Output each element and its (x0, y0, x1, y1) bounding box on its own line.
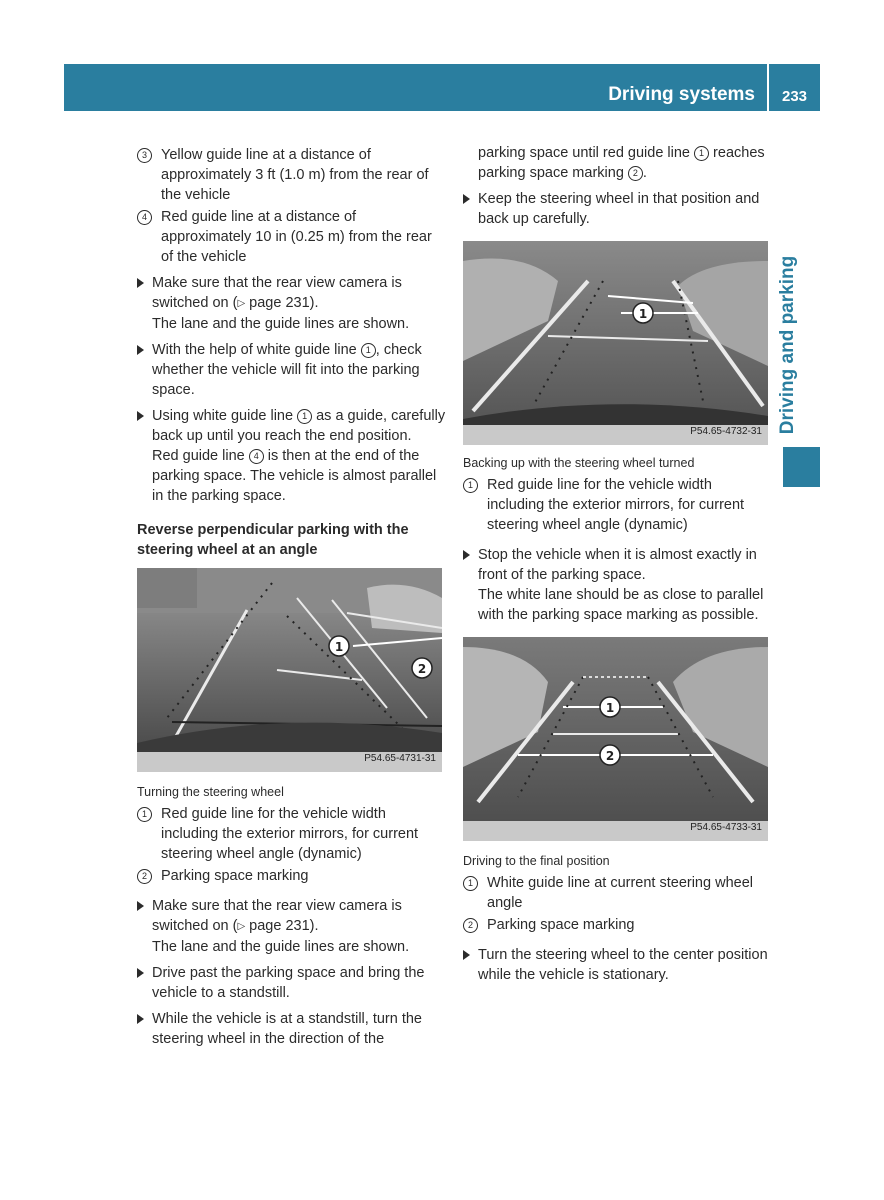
page-ref-link[interactable]: page 231). (245, 295, 319, 311)
legend-text: White guide line at current steering wheel angle (487, 875, 753, 911)
marker-4: 4 (249, 449, 264, 464)
step-result: The lane and the guide lines are shown. (152, 316, 410, 332)
step-text: With the help of white guide line (152, 342, 361, 358)
page-ref-icon: ▷ (237, 921, 246, 932)
step-text: Keep the steering wheel in that position and back up carefully. (478, 191, 760, 227)
step-arrow-icon (137, 345, 144, 355)
marker-3: 3 (137, 148, 152, 163)
section-title: Driving systems (608, 84, 755, 105)
svg-text:1: 1 (334, 640, 344, 654)
step-arrow-icon (463, 194, 470, 204)
svg-text:1: 1 (638, 307, 648, 321)
image-caption: Backing up with the steering wheel turned (463, 456, 695, 470)
step-result: Red guide line (152, 448, 249, 464)
legend-item-4 (137, 207, 447, 267)
legend-item-2 (137, 866, 447, 886)
instruction-step (137, 896, 447, 957)
page-ref-icon: ▷ (237, 298, 246, 309)
camera-view-graphic (463, 637, 768, 841)
step-text: Stop the vehicle when it is almost exactly in front of the parking space. (478, 547, 757, 583)
marker-1: 1 (361, 343, 376, 358)
image-code: P54.65-4733-31 (690, 822, 762, 833)
instruction-step (137, 406, 447, 506)
legend-text: Red guide line for the vehicle width including the exterior mirrors, for current steering wheel angle (dynamic) (161, 806, 419, 862)
page-number-box (769, 64, 820, 111)
camera-image-backing-up (463, 241, 768, 445)
camera-view-graphic (463, 241, 768, 445)
camera-view-graphic (137, 568, 442, 772)
legend-text: Red guide line at a distance of approximately 10 in (0.25 m) from the rear of the vehicle (161, 209, 432, 265)
image-code: P54.65-4731-31 (364, 753, 436, 764)
step-arrow-icon (463, 950, 470, 960)
step-text: reaches parking space marking (478, 145, 765, 181)
step-text: While the vehicle is at a standstill, turn the steering wheel in the direction of the (152, 1011, 422, 1047)
instruction-step (463, 545, 773, 625)
svg-text:2: 2 (605, 749, 615, 763)
step-text: Make sure that the rear view camera is switched on ( (152, 898, 402, 934)
page-ref-link[interactable]: page 231). (245, 918, 319, 934)
subheading: Reverse perpendicular parking with the steering wheel at an angle (137, 522, 409, 558)
marker-2: 2 (137, 869, 152, 884)
step-text: Drive past the parking space and bring the vehicle to a standstill. (152, 965, 425, 1001)
marker-4: 4 (137, 210, 152, 225)
page-number: 233 (781, 88, 808, 105)
marker-1: 1 (694, 146, 709, 161)
svg-text:2: 2 (417, 662, 427, 676)
legend-item-1 (463, 475, 773, 535)
instruction-step (137, 963, 447, 1003)
marker-1: 1 (463, 478, 478, 493)
step-text: Make sure that the rear view camera is switched on ( (152, 275, 402, 311)
step-arrow-icon (137, 901, 144, 911)
marker-2: 2 (463, 918, 478, 933)
page-header (64, 64, 767, 111)
camera-image-final-position (463, 637, 768, 841)
step-result: The white lane should be as close to parallel with the parking space marking as possible. (478, 587, 764, 623)
step-arrow-icon (137, 278, 144, 288)
step-result: is then at the end of the parking space. The vehicle is almost parallel in the parking space. (152, 448, 437, 504)
image-caption: Driving to the final position (463, 854, 610, 868)
svg-text:1: 1 (605, 701, 615, 715)
marker-1: 1 (137, 807, 152, 822)
step-text: as a guide, carefully back up until you reach the end position. (152, 408, 446, 444)
marker-1: 1 (463, 876, 478, 891)
legend-text: Parking space marking (487, 917, 635, 933)
instruction-step (463, 189, 773, 229)
legend-item-1 (137, 804, 447, 864)
instruction-step (463, 945, 773, 985)
image-code: P54.65-4732-31 (690, 426, 762, 437)
legend-text: Red guide line for the vehicle width including the exterior mirrors, for current steering wheel angle (dynamic) (487, 477, 745, 533)
instruction-step-continued (463, 143, 773, 183)
step-arrow-icon (137, 1014, 144, 1024)
right-column (463, 143, 773, 985)
step-text: , check whether the vehicle will fit into the parking space. (152, 342, 422, 398)
camera-image-turning (137, 568, 442, 772)
legend-text: Parking space marking (161, 868, 309, 884)
instruction-step (137, 340, 447, 400)
instruction-step (137, 273, 447, 334)
step-text: . (642, 165, 647, 181)
marker-1: 1 (297, 409, 312, 424)
side-tab-marker (783, 447, 820, 487)
instruction-step (137, 1009, 447, 1049)
step-arrow-icon (137, 968, 144, 978)
legend-item-1 (463, 873, 773, 913)
side-tab-label: Driving and parking (777, 255, 798, 435)
step-text: parking space until red guide line (478, 145, 695, 161)
legend-text: Yellow guide line at a distance of approximately 3 ft (1.0 m) from the rear of the vehicle (161, 147, 429, 203)
image-caption: Turning the steering wheel (137, 785, 284, 799)
step-text: Using white guide line (152, 408, 298, 424)
step-arrow-icon (463, 550, 470, 560)
marker-2: 2 (628, 166, 643, 181)
step-text: Turn the steering wheel to the center position while the vehicle is stationary. (478, 947, 768, 983)
legend-item-2 (463, 915, 773, 935)
left-column (137, 145, 447, 1049)
step-result: The lane and the guide lines are shown. (152, 939, 410, 955)
legend-item-3 (137, 145, 447, 205)
step-arrow-icon (137, 411, 144, 421)
